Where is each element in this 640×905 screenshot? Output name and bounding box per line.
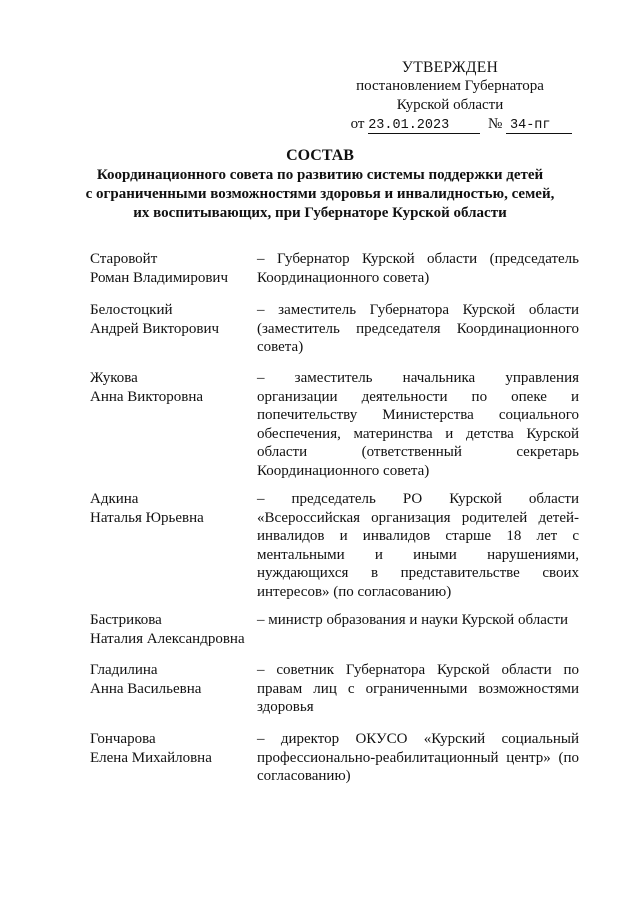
member-role: – заместитель начальника управления организации деятельности по опеке и попечительству Министерства социального обеспечения, материнства и детства Курской области (ответственный секретарь Координационного совета) [257,370,579,479]
member-role: – Губернатор Курской области (председатель Координационного совета) [257,251,579,286]
approval-number: 34-пг [506,119,572,134]
member-role: – советник Губернатора Курской области по правам лиц с ограниченными возможностями здоровья [257,662,579,715]
member-given-name: Анна Васильевна [90,680,202,697]
member-name [90,730,250,767]
member-name [90,661,250,698]
member-given-name: Анна Викторовна [90,388,204,405]
member-surname: Гладилина [90,662,158,678]
title-line-2: с ограниченными возможностями здоровья и инвалидностью, семей, [85,186,555,202]
member-given-name: Наталья Юрьевна [90,509,204,526]
approval-date: 23.01.2023 [368,119,480,134]
member-surname: Гончарова [90,731,156,747]
member-surname: Адкина [90,491,139,507]
member-name [90,301,250,338]
document-title [60,146,580,223]
member-role: – заместитель Губернатора Курской области (заместитель председателя Координационного совета) [257,302,579,355]
title-line-3: их воспитывающих, при Губернаторе Курской области [133,205,507,221]
approval-line-1: постановлением Губернатора [356,78,544,94]
date-prefix: от [350,116,365,132]
member-role: – председатель РО Курской области «Всероссийская организация родителей детей-инвалидов и инвалидов старше 18 лет с ментальными и иными нарушениями, нуждающихся в представительстве своих интересов» (по согласованию) [257,491,579,600]
member-name [90,490,250,527]
title-heading: СОСТАВ [286,147,354,164]
member-surname: Старовойт [90,251,158,267]
member-given-name: Роман Владимирович [90,269,228,286]
member-surname: Жукова [90,370,138,386]
number-prefix: № [487,116,503,132]
member-given-name: Елена Михайловна [90,749,212,766]
member-given-name: Андрей Викторович [90,320,220,337]
approval-line-2: Курской области [396,97,504,113]
member-role: – директор ОКУСО «Курский социальный профессионально-реабилитационный центр» (по согласованию) [257,731,579,784]
member-name [90,250,250,287]
approval-date-line [330,115,572,134]
member-name [90,369,250,406]
member-given-name: Наталия Александровна [90,630,245,647]
title-line-1: Координационного совета по развитию системы поддержки детей [96,167,544,183]
approval-heading: УТВЕРЖДЕН [401,59,499,76]
member-name [90,611,250,648]
member-surname: Белостоцкий [90,302,173,318]
member-surname: Бастрикова [90,612,162,628]
member-role: – министр образования и науки Курской области [257,612,569,628]
approval-block [330,58,570,134]
